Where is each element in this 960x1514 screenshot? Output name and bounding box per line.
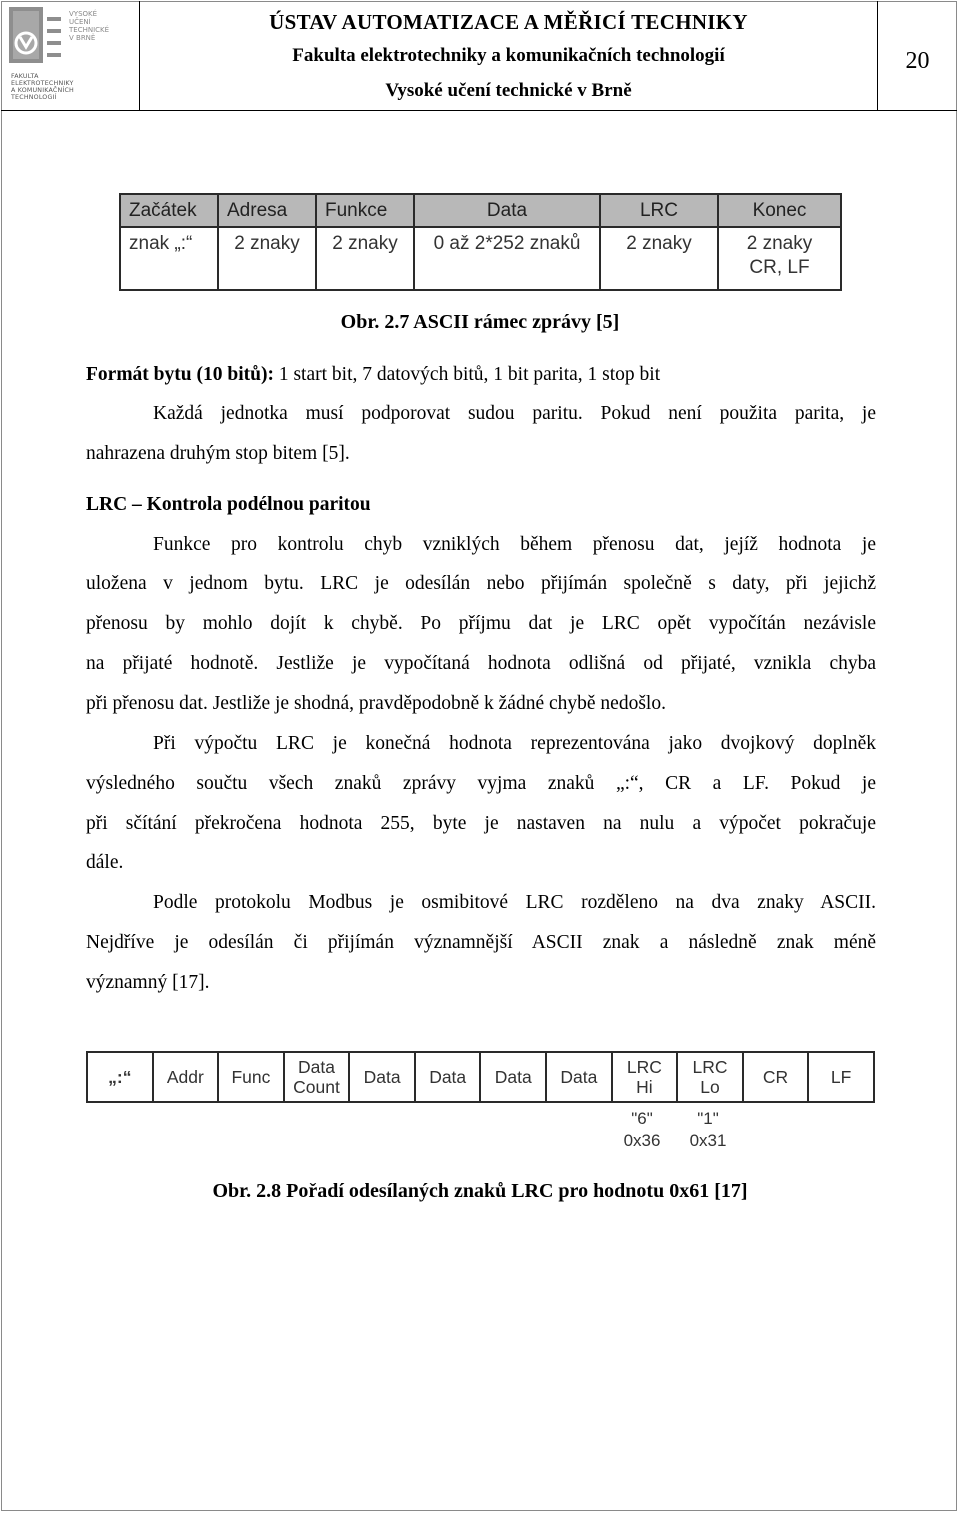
paragraph-line: na přijaté hodnotě. Jestliže je vypočítaná hodnota odlišná od přijaté, vznikla chyba bbox=[86, 653, 876, 674]
paragraph-line: významný [17]. bbox=[86, 972, 210, 993]
byte-format-label: Formát bytu (10 bitů): bbox=[86, 364, 274, 385]
header-titles bbox=[140, 1, 877, 110]
figure-caption-2-7: Obr. 2.7 ASCII rámec zprávy [5] bbox=[340, 311, 620, 333]
faculty-line: FAKULTA bbox=[11, 73, 39, 80]
table-cell: 2 znaky bbox=[316, 227, 414, 290]
table-header-cell: Konec bbox=[718, 194, 841, 227]
frame-cell: Func bbox=[219, 1053, 285, 1101]
frame-cell: Addr bbox=[154, 1053, 220, 1101]
figure-caption-2-8: Obr. 2.8 Pořadí odesílaných znaků LRC pro hodnotu 0x61 [17] bbox=[212, 1180, 748, 1202]
paragraph-line: Podle protokolu Modbus je osmibitové LRC rozděleno na dva znaky ASCII. bbox=[153, 892, 876, 913]
byte-format-line bbox=[86, 364, 876, 386]
logo-line-4: V BRNĚ bbox=[69, 34, 96, 42]
table-header-cell: LRC bbox=[600, 194, 718, 227]
paragraph-line: Při výpočtu LRC je konečná hodnota reprezentována jako dvojkový doplněk bbox=[153, 733, 876, 754]
paragraph-line: Každá jednotka musí podporovat sudou paritu. Pokud není použita parita, je bbox=[153, 403, 876, 424]
faculty-line: A KOMUNIKAČNÍCH bbox=[11, 87, 74, 94]
table-cell: znak „:“ bbox=[120, 227, 218, 290]
byte-format-value: 1 start bit, 7 datových bitů, 1 bit parita, 1 stop bit bbox=[273, 364, 661, 385]
paragraph-line: výsledného součtu všech znaků zprávy vyjma znaků „:“, CR a LF. Pokud je bbox=[86, 773, 876, 794]
vut-logo-icon bbox=[9, 7, 134, 67]
institute-name: ÚSTAV AUTOMATIZACE A MĚŘICÍ TECHNIKY bbox=[269, 10, 748, 34]
paragraph-line: Funkce pro kontrolu chyb vzniklých během přenosu dat, jejíž hodnota je bbox=[153, 534, 876, 555]
logo-line-2: UČENÍ bbox=[69, 18, 91, 26]
page-number: 20 bbox=[905, 48, 930, 74]
paragraph-line: uložena v jednom bytu. LRC je odesílán nebo přijímán společně s daty, při jejichž bbox=[86, 573, 876, 594]
frame-cell: Data bbox=[547, 1053, 613, 1101]
table-header-cell: Data bbox=[414, 194, 600, 227]
frame-cell: Data bbox=[350, 1053, 416, 1101]
faculty-logo-text bbox=[11, 73, 74, 101]
faculty-name: Fakulta elektrotechniky a komunikačních technologií bbox=[292, 45, 725, 66]
logo-line-3: TECHNICKÉ bbox=[69, 26, 110, 34]
paragraph-line: při sčítání překročena hodnota 255, byte je nastaven na nulu a výpočet pokračuje bbox=[86, 813, 876, 834]
table-header-cell: Funkce bbox=[316, 194, 414, 227]
lrc-hi-hex: 0x36 bbox=[623, 1131, 661, 1150]
paragraph-line: při přenosu dat. Jestliže je shodná, pravděpodobně k žádné chybě nedošlo. bbox=[86, 693, 666, 714]
university-logo bbox=[1, 1, 140, 110]
table-cell bbox=[718, 227, 841, 290]
lrc-hi-char: "6" bbox=[631, 1109, 653, 1128]
table-header-cell: Adresa bbox=[218, 194, 316, 227]
table-header-row bbox=[120, 194, 841, 227]
page-number-box bbox=[877, 1, 957, 110]
paragraph-line: přenosu by mohlo dojít k chybě. Po příjmu dat je LRC opět vypočítán nezávisle bbox=[86, 613, 876, 634]
section-heading: LRC – Kontrola podélnou paritou bbox=[86, 494, 371, 515]
faculty-line: TECHNOLOGIÍ bbox=[11, 94, 57, 101]
table-cell: 2 znaky bbox=[600, 227, 718, 290]
table-row bbox=[120, 227, 841, 290]
cell-line: 2 znaky bbox=[746, 233, 813, 254]
frame-cell: LRC Hi bbox=[613, 1053, 679, 1101]
paragraph-line: nahrazena druhým stop bitem [5]. bbox=[86, 443, 350, 464]
faculty-line: ELEKTROTECHNIKY bbox=[11, 80, 74, 87]
logo-line-1: VYSOKÉ bbox=[69, 10, 98, 18]
paragraph-line: dále. bbox=[86, 852, 124, 873]
frame-cell: Data bbox=[481, 1053, 547, 1101]
table-header-cell: Začátek bbox=[120, 194, 218, 227]
frame-cell: Data bbox=[416, 1053, 482, 1101]
lrc-hi-value bbox=[607, 1108, 677, 1152]
lrc-lo-value bbox=[673, 1108, 743, 1152]
ascii-frame-table bbox=[119, 193, 842, 291]
frame-cell: Data Count bbox=[285, 1053, 351, 1101]
table-cell: 0 až 2*252 znaků bbox=[414, 227, 600, 290]
lrc-lo-hex: 0x31 bbox=[689, 1131, 727, 1150]
frame-cell: LRC Lo bbox=[678, 1053, 744, 1101]
frame-cell: „:“ bbox=[88, 1053, 154, 1101]
lrc-order-frame bbox=[86, 1051, 875, 1103]
page-header bbox=[1, 1, 957, 111]
university-name: Vysoké učení technické v Brně bbox=[385, 80, 632, 101]
lrc-lo-char: "1" bbox=[697, 1109, 719, 1128]
cell-line: CR, LF bbox=[749, 257, 810, 278]
paragraph-line: Nejdříve je odesílán či přijímán významnější ASCII znak a následně znak méně bbox=[86, 932, 876, 953]
frame-cell: LF bbox=[830, 1067, 852, 1087]
frame-cell: CR bbox=[744, 1053, 810, 1101]
table-cell: 2 znaky bbox=[218, 227, 316, 290]
